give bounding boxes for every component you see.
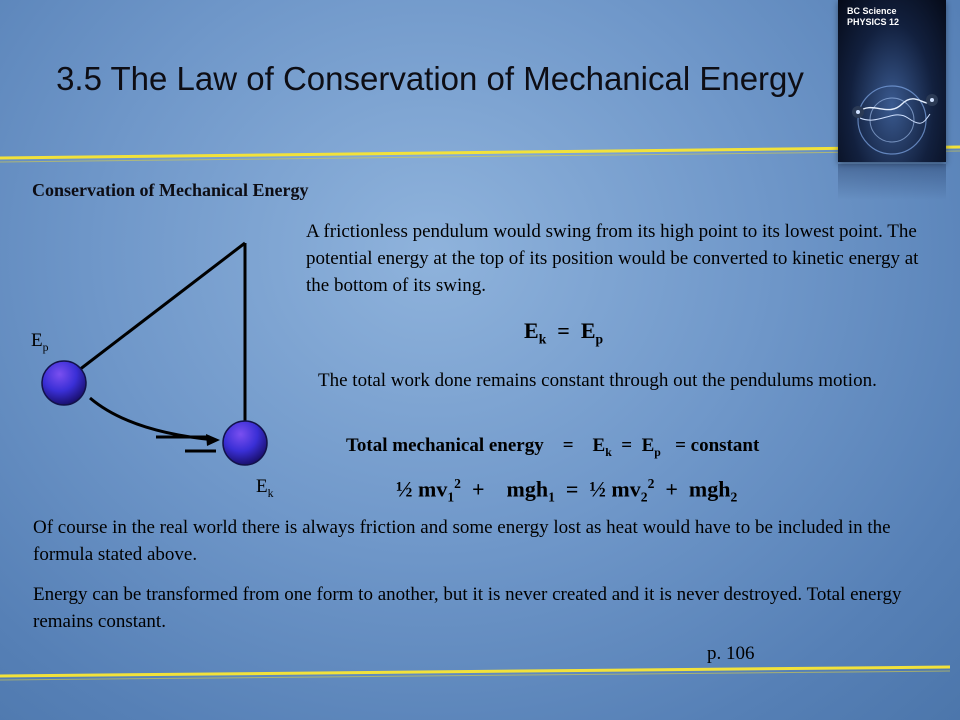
work-constant-text: The total work done remains constant through out the pendulums motion.	[318, 370, 877, 391]
potential-energy-label: $E_p$	[31, 330, 49, 354]
page-reference: p. 106	[707, 643, 755, 664]
swing-arc	[90, 398, 215, 440]
pendulum-bob-bottom	[223, 421, 267, 465]
section-heading: Conservation of Mechanical Energy	[32, 180, 309, 200]
pendulum-bob-top	[42, 361, 86, 405]
kinetic-energy-label: $E_k$	[256, 476, 274, 500]
ek-equals-ep-equation: $E_k = E_p$	[524, 318, 604, 347]
expanded-energy-equation: ½ $mv_1^2$ + mgh$_1$ = ½ $mv_2^2 + mgh_2$	[396, 476, 738, 505]
slide-title: 3.5 The Law of Conservation of Mechanical Energy	[56, 60, 804, 97]
pendulum-intro-text: A frictionless pendulum would swing from its high point to its lowest point. The potential energy at the top of its position would be converted to kinetic energy at the bottom of its swing.	[306, 221, 919, 296]
friction-note-text: Of course in the real world there is always friction and some energy lost as heat would have to be included in the formula stated above.	[33, 517, 891, 565]
book-subject: PHYSICS 12	[847, 17, 900, 27]
book-series: BC Science	[847, 6, 897, 16]
total-energy-equation: Total mechanical energy = $E_k = E_p$ = constant	[346, 435, 760, 459]
pendulum-string-swung	[66, 243, 245, 380]
energy-law-text: Energy can be transformed from one form to another, but it is never created and it is never destroyed. Total energy remains constant.	[33, 584, 902, 632]
